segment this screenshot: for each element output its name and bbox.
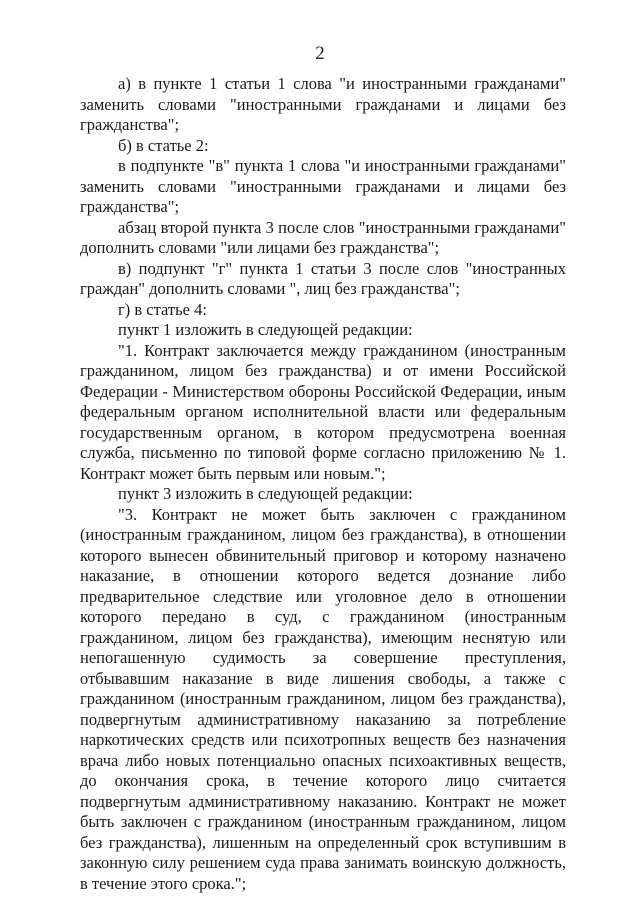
paragraph-v-article-3: в) подпункт "г" пункта 1 статьи 3 после слов "иностранных граждан" дополнить словами ", лиц без гражданства"; <box>80 258 566 298</box>
paragraph-b-point-3: абзац второй пункта 3 после слов "иностранными гражданами" дополнить словами "или лицами без гражданства"; <box>80 217 566 257</box>
paragraph-point-3-text: "3. Контракт не может быть заключен с гражданином (иностранным гражданином, лицом без гражданства), в отношении которого вынесен обвинительный приговор и которому назначено наказание, в отношении которого ведется дознание либо предварительное следствие или уголовное дело в отношении которого передано в суд, с гражданином (иностранным гражданином, лицом без гражданства), имеющим неснятую или непогашенную судимость за совершение преступления, отбывавшим наказание в виде лишения свободы, а также с гражданином (иностранным гражданином, лицом без гражданства), подвергнутым административному наказанию за потребление наркотических средств или психотропных веществ без назначения врача либо новых потенциально опасных психоактивных веществ, до окончания срока, в течение которого лицо считается подвергнутым административному наказанию. Контракт не может быть заключен с гражданином (иностранным гражданином, лицом без гражданства), лишенным на определенный срок вступившим в законную силу решением суда права занимать воинскую должность, в течение этого срока."; <box>80 504 566 893</box>
paragraph-b-subitem-v: в подпункте "в" пункта 1 слова "и иностранными гражданами" заменить словами "иностранными гражданами и лицами без гражданства"; <box>80 156 566 216</box>
paragraph-b-heading: б) в статье 2: <box>118 135 209 155</box>
paragraph-point-1-intro: пункт 1 изложить в следующей редакции: <box>118 320 413 339</box>
page-number: 2 <box>315 43 325 64</box>
document-body <box>80 74 566 894</box>
paragraph-point-1-text: "1. Контракт заключается между гражданином (иностранным гражданином, лицом без гражданства) и от имени Российской Федерации - Министерством обороны Российской Федерации, иным федеральным органом исполнительной власти или федеральным государственным органом, в котором предусмотрена военная служба, письменно по типовой форме согласно приложению № 1. Контракт может быть первым или новым."; <box>80 340 566 483</box>
paragraph-a-article-1: а) в пункте 1 статьи 1 слова "и иностранными гражданами" заменить словами "иностранными гражданами и лицами без гражданства"; <box>80 74 566 134</box>
paragraph-g-heading: г) в статье 4: <box>118 299 207 319</box>
paragraph-point-3-intro: пункт 3 изложить в следующей редакции: <box>118 484 413 503</box>
